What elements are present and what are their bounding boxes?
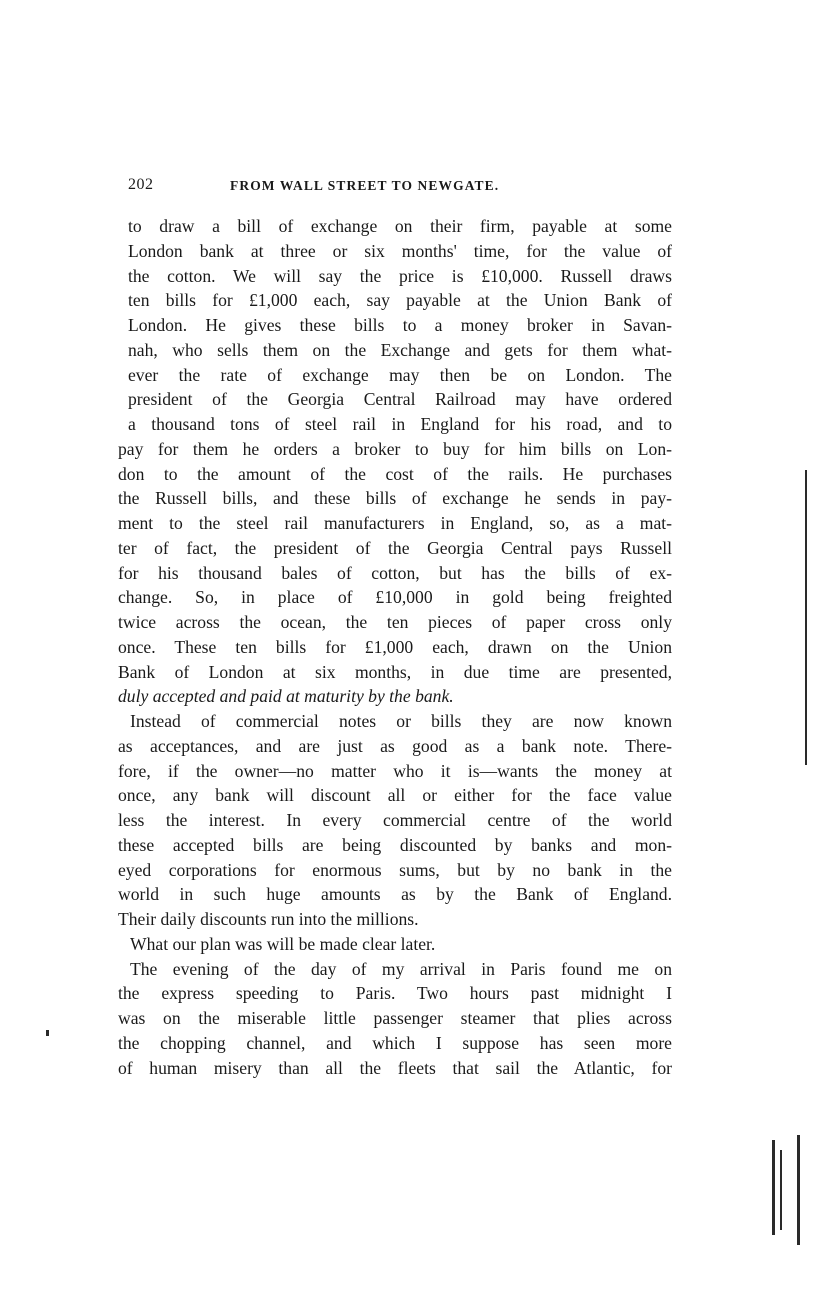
text-line: ter of fact, the president of the Georgia Central pays Russell [118, 537, 672, 558]
text-line: ment to the steel rail manufacturers in England, so, as a mat- [118, 513, 672, 533]
text-line: president of the Georgia Central Railroad may have ordered [128, 389, 672, 410]
text-line: duly accepted and paid at maturity by the bank. [118, 686, 454, 707]
text-line: Bank of London at six months, in due time are presented, [118, 661, 672, 682]
text-line: pay for them he orders a broker to buy for him bills on Lon- [118, 438, 672, 459]
text-line: as acceptances, and are just as good as a bank note. There- [118, 735, 672, 756]
text-line: the cotton. We will say the price is £10,000. Russell draws [128, 265, 672, 286]
text-line: to draw a bill of exchange on their firm, payable at some [128, 216, 672, 236]
page-number: 202 [128, 176, 154, 193]
scan-artifact [780, 1150, 782, 1230]
text-line: the Russell bills, and these bills of exchange he sends in pay- [118, 488, 672, 509]
text-line: twice across the ocean, the ten pieces of paper cross only [118, 612, 672, 632]
text-line: London. He gives these bills to a money broker in Savan- [128, 315, 672, 335]
text-line: less the interest. In every commercial centre of the world [118, 810, 672, 830]
text-line: eyed corporations for enormous sums, but by no bank in the [118, 859, 672, 880]
scan-artifact [805, 470, 807, 765]
text-line: Their daily discounts run into the millions. [118, 909, 419, 929]
text-line: was on the miserable little passenger steamer that plies across [118, 1008, 672, 1028]
text-line: don to the amount of the cost of the rails. He purchases [118, 463, 672, 484]
scan-artifact [46, 1030, 49, 1036]
text-line: the express speeding to Paris. Two hours past midnight I [118, 983, 672, 1004]
scan-artifact [797, 1135, 800, 1245]
body-text [118, 214, 672, 1080]
text-line: these accepted bills are being discounted by banks and mon- [118, 834, 672, 855]
text-line: The evening of the day of my arrival in Paris found me on [130, 958, 672, 979]
running-title: FROM WALL STREET TO NEWGATE. [230, 178, 500, 193]
text-line: nah, who sells them on the Exchange and gets for them what- [128, 339, 672, 360]
text-line: for his thousand bales of cotton, but has the bills of ex- [118, 562, 672, 583]
text-line: a thousand tons of steel rail in England for his road, and to [128, 414, 672, 434]
text-line: change. So, in place of £10,000 in gold being freighted [118, 587, 672, 608]
text-line: once, any bank will discount all or either for the face value [118, 785, 672, 806]
text-line: fore, if the owner—no matter who it is—wants the money at [118, 760, 672, 781]
scan-artifact [772, 1140, 775, 1235]
page-header [128, 176, 676, 198]
text-line: ten bills for £1,000 each, say payable at the Union Bank of [128, 290, 672, 311]
text-line: the chopping channel, and which I suppose has seen more [118, 1032, 672, 1053]
text-line: ever the rate of exchange may then be on London. The [128, 364, 672, 385]
text-line: of human misery than all the fleets that sail the Atlantic, for [118, 1057, 672, 1078]
text-line: London bank at three or six months' time, for the value of [128, 240, 672, 261]
text-line: once. These ten bills for £1,000 each, drawn on the Union [118, 636, 672, 657]
text-line: What our plan was will be made clear later. [130, 933, 436, 954]
text-line: world in such huge amounts as by the Bank of England. [118, 884, 672, 905]
text-line: Instead of commercial notes or bills they are now known [130, 711, 672, 731]
